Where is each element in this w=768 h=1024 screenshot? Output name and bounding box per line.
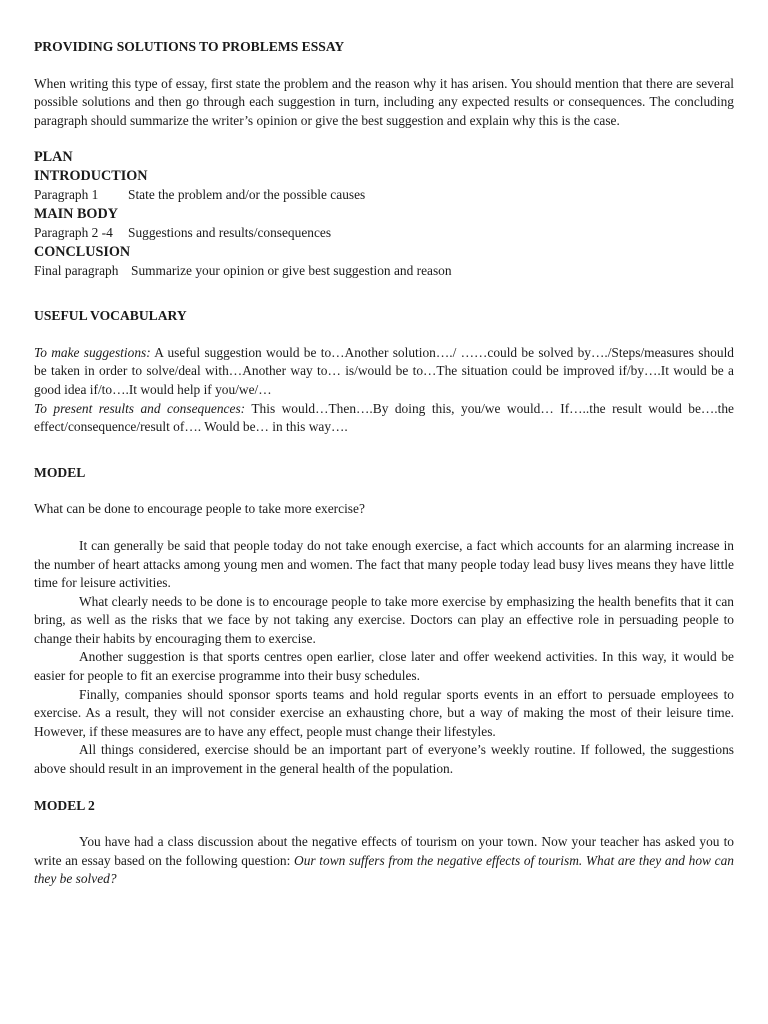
model-2-text: You have had a class discussion about the negative effects of tourism on your town. Now your teacher has asked you to write an essay based on the following question: <box>34 834 734 868</box>
document-title: PROVIDING SOLUTIONS TO PROBLEMS ESSAY <box>34 39 345 54</box>
spacer <box>34 280 734 307</box>
plan-row-label: Paragraph 1 <box>34 187 99 203</box>
plan-heading: PLAN <box>34 149 73 166</box>
model-paragraph: Another suggestion is that sports centres open earlier, close later and offer weekend activities. In this way, it would be easier for people to fit an exercise programme into their busy schedules. <box>34 649 734 684</box>
model-2-paragraph <box>34 833 734 889</box>
spacer <box>34 437 734 464</box>
plan-row-label: Final paragraph <box>34 262 119 278</box>
model-heading: MODEL <box>34 464 86 480</box>
model-paragraph: What clearly needs to be done is to encourage people to take more exercise by emphasizing the health benefits that it can bring, as well as the risks that we face by not taking any exercise. Doctors can play an effective role in persuading people to change their habits by encouraging them to exercise. <box>34 593 734 646</box>
model-paragraph: All things considered, exercise should be an important part of everyone’s weekly routine. If followed, the suggestions above should result in an improvement in the general health of the population. <box>34 742 734 777</box>
model-2-question: Our town suffers from the negative effects of tourism. What are they and how can they be solved? <box>34 852 734 887</box>
plan-row-text: Summarize your opinion or give best suggestion and reason <box>131 262 452 278</box>
vocabulary-results-text: This would…Then….By doing this, you/we would… If…..the result would be….the effect/consequence/result of…. Would be… in this way…. <box>34 400 734 435</box>
vocabulary-results-label: To present results and consequences: <box>34 400 246 416</box>
model-2-heading: MODEL 2 <box>34 797 95 813</box>
main-body-heading: MAIN BODY <box>34 205 118 222</box>
spacer <box>34 326 734 344</box>
conclusion-heading: CONCLUSION <box>34 243 131 260</box>
plan-row-text: State the problem and/or the possible causes <box>128 187 366 203</box>
spacer <box>34 130 734 148</box>
plan-row-label: Paragraph 2 -4 <box>34 224 113 240</box>
spacer <box>34 779 734 797</box>
model-question: What can be done to encourage people to take more exercise? <box>34 501 365 517</box>
introduction-heading: INTRODUCTION <box>34 168 148 185</box>
plan-row-conclusion <box>34 262 734 281</box>
document-page <box>34 38 734 889</box>
plan-row-text: Suggestions and results/consequences <box>128 224 332 240</box>
intro-paragraph: When writing this type of essay, first state the problem and the reason why it has arisen. You should mention that there are several possible solutions and then go through each suggestion in turn, including any expected results or consequences. The concluding paragraph should summarize the writer’s opinion or give the best suggestion and explain why this is the case. <box>34 75 734 128</box>
model-paragraph: Finally, companies should sponsor sports teams and hold regular sports events in an effort to persuade employees to exercise. As a result, they will not consider exercise an exhausting chore, but a way of making the most of their leisure time. However, if these measures are to have any effect, people must change their lifestyles. <box>34 686 734 739</box>
plan-row-main-body <box>34 224 734 243</box>
vocabulary-suggestions <box>34 344 734 400</box>
spacer <box>34 482 734 500</box>
vocabulary-heading: USEFUL VOCABULARY <box>34 308 187 324</box>
model-paragraph: It can generally be said that people today do not take enough exercise, a fact which accounts for an alarming increase in the number of heart attacks among young men and women. The fact that many people today lead busy lives means they have little time for leisure activities. <box>34 537 734 591</box>
spacer <box>34 815 734 833</box>
vocabulary-results <box>34 400 734 437</box>
spacer <box>34 519 734 537</box>
spacer <box>34 57 734 75</box>
vocabulary-suggestions-text: A useful suggestion would be to…Another solution…./ ……could be solved by…./Steps/measures should be taken in order to solve/deal with…Another way to… is/would be to…The situation could be improved if/by….It would be a good idea if/to….It would help if you/we/… <box>34 344 734 397</box>
plan-row-introduction <box>34 186 734 205</box>
vocabulary-suggestions-label: To make suggestions: <box>34 344 151 360</box>
